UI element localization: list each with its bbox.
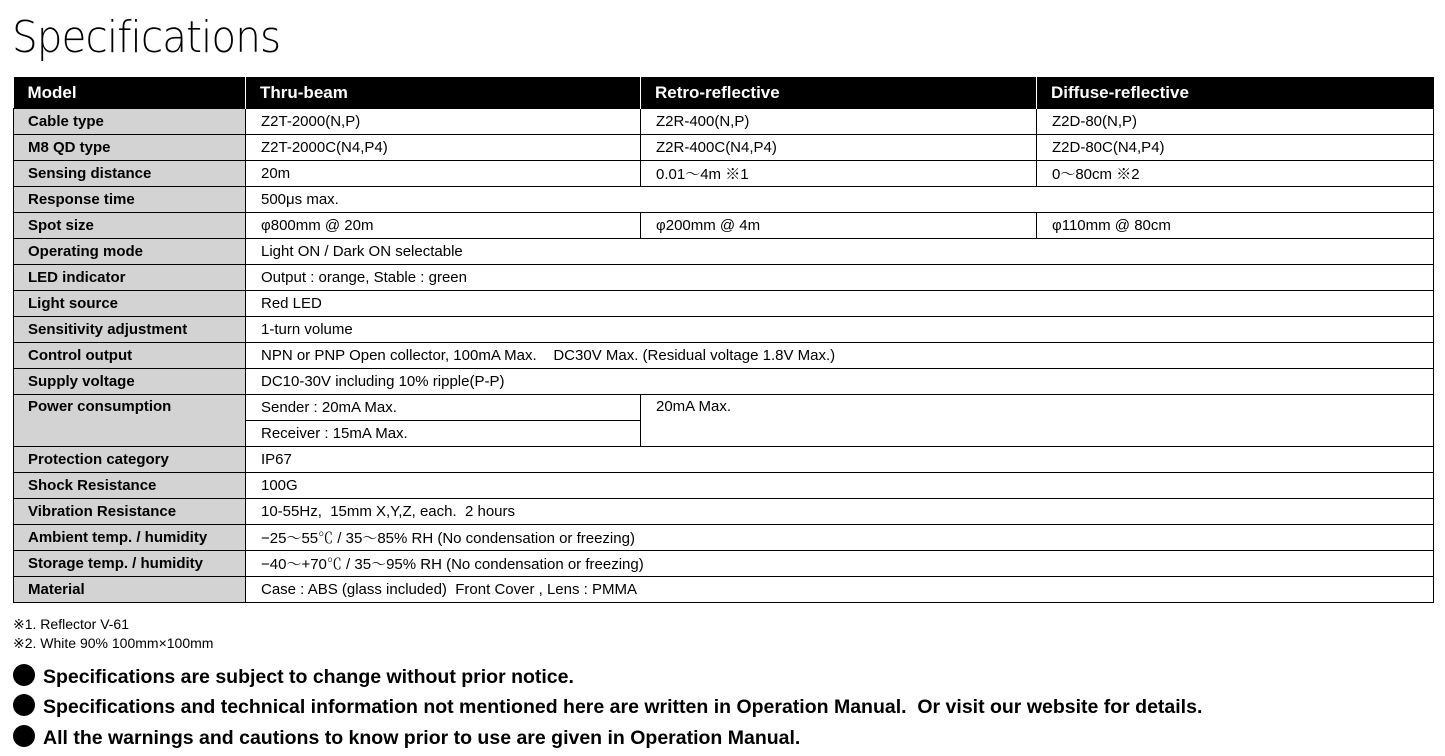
row-material [14, 577, 1434, 603]
row-label: Spot size [14, 213, 246, 239]
bullet-icon [13, 694, 35, 716]
cell-thru-beam: Z2T-2000(N,P) [246, 109, 641, 135]
header-model: Model [14, 77, 246, 109]
row-light-source [14, 291, 1434, 317]
row-label: Response time [14, 187, 246, 213]
cell-value: 10-55Hz, 15mm X,Y,Z, each. 2 hours [246, 499, 1434, 525]
row-label: Supply voltage [14, 369, 246, 395]
bullet-icon [13, 725, 35, 747]
cell-value: DC10-30V including 10% ripple(P-P) [246, 369, 1434, 395]
row-response-time [14, 187, 1434, 213]
row-label: Sensitivity adjustment [14, 317, 246, 343]
row-label: Material [14, 577, 246, 603]
row-label: Operating mode [14, 239, 246, 265]
cell-value: Light ON / Dark ON selectable [246, 239, 1434, 265]
row-sensing-distance [14, 161, 1434, 187]
header-retro-reflective: Retro-reflective [641, 77, 1037, 109]
row-ambient-temp [14, 525, 1434, 551]
row-label: M8 QD type [14, 135, 246, 161]
notice-text: Specifications are subject to change without prior notice. [43, 666, 574, 688]
cell-value: −25～55℃ / 35～85% RH (No condensation or freezing) [246, 525, 1434, 551]
cell-retro-reflective: φ200mm @ 4m [641, 213, 1037, 239]
row-vibration-resistance [14, 499, 1434, 525]
row-power-consumption [14, 395, 1434, 421]
row-label: Light source [14, 291, 246, 317]
cell-value: 1-turn volume [246, 317, 1434, 343]
notice-text: Specifications and technical information not mentioned here are written in Operation Manual. Or visit our website for details. [43, 696, 1203, 718]
cell-retro-reflective: Z2R-400(N,P) [641, 109, 1037, 135]
cell-value: 20mA Max. [641, 395, 1434, 447]
table-header-row [14, 77, 1434, 109]
row-supply-voltage [14, 369, 1434, 395]
row-label: Sensing distance [14, 161, 246, 187]
footnote: ※2. White 90% 100mm×100mm [13, 635, 214, 651]
page-title: Specifications [12, 12, 281, 63]
row-m8-qd-type [14, 135, 1434, 161]
row-control-output [14, 343, 1434, 369]
cell-retro-reflective: Z2R-400C(N4,P4) [641, 135, 1037, 161]
cell-value: −40～+70℃ / 35～95% RH (No condensation or freezing) [246, 551, 1434, 577]
cell-sender: Sender : 20mA Max. [246, 395, 641, 421]
cell-retro-reflective: 0.01～4m ※1 [641, 161, 1037, 187]
cell-thru-beam: 20m [246, 161, 641, 187]
cell-diffuse-reflective: Z2D-80(N,P) [1037, 109, 1434, 135]
notice-item [13, 694, 1202, 719]
cell-thru-beam: φ800mm @ 20m [246, 213, 641, 239]
row-label: Cable type [14, 109, 246, 135]
row-label: Protection category [14, 447, 246, 473]
cell-thru-beam: Z2T-2000C(N4,P4) [246, 135, 641, 161]
cell-diffuse-reflective: 0～80cm ※2 [1037, 161, 1434, 187]
row-operating-mode [14, 239, 1434, 265]
cell-value: 500μs max. [246, 187, 1434, 213]
notice-text: All the warnings and cautions to know prior to use are given in Operation Manual. [43, 727, 801, 749]
row-label: Power consumption [14, 395, 246, 447]
footnotes [13, 615, 213, 653]
notice-item [13, 725, 800, 750]
specifications-table [13, 77, 1434, 603]
cell-receiver: Receiver : 15mA Max. [246, 421, 641, 447]
row-label: Ambient temp. / humidity [14, 525, 246, 551]
cell-value: Output : orange, Stable : green [246, 265, 1434, 291]
bullet-icon [13, 664, 35, 686]
notice-item [13, 664, 574, 689]
row-label: Shock Resistance [14, 473, 246, 499]
row-shock-resistance [14, 473, 1434, 499]
row-cable-type [14, 109, 1434, 135]
cell-diffuse-reflective: Z2D-80C(N4,P4) [1037, 135, 1434, 161]
footnote: ※1. Reflector V-61 [13, 616, 130, 632]
cell-value: IP67 [246, 447, 1434, 473]
cell-value: NPN or PNP Open collector, 100mA Max. DC30V Max. (Residual voltage 1.8V Max.) [246, 343, 1434, 369]
row-label: Control output [14, 343, 246, 369]
row-label: LED indicator [14, 265, 246, 291]
row-sensitivity-adjustment [14, 317, 1434, 343]
header-thru-beam: Thru-beam [246, 77, 641, 109]
row-label: Storage temp. / humidity [14, 551, 246, 577]
row-led-indicator [14, 265, 1434, 291]
cell-diffuse-reflective: φ110mm @ 80cm [1037, 213, 1434, 239]
row-spot-size [14, 213, 1434, 239]
cell-value: Red LED [246, 291, 1434, 317]
header-diffuse-reflective: Diffuse-reflective [1037, 77, 1434, 109]
row-protection-category [14, 447, 1434, 473]
cell-value: Case : ABS (glass included) Front Cover , Lens : PMMA [246, 577, 1434, 603]
row-storage-temp [14, 551, 1434, 577]
cell-value: 100G [246, 473, 1434, 499]
row-label: Vibration Resistance [14, 499, 246, 525]
